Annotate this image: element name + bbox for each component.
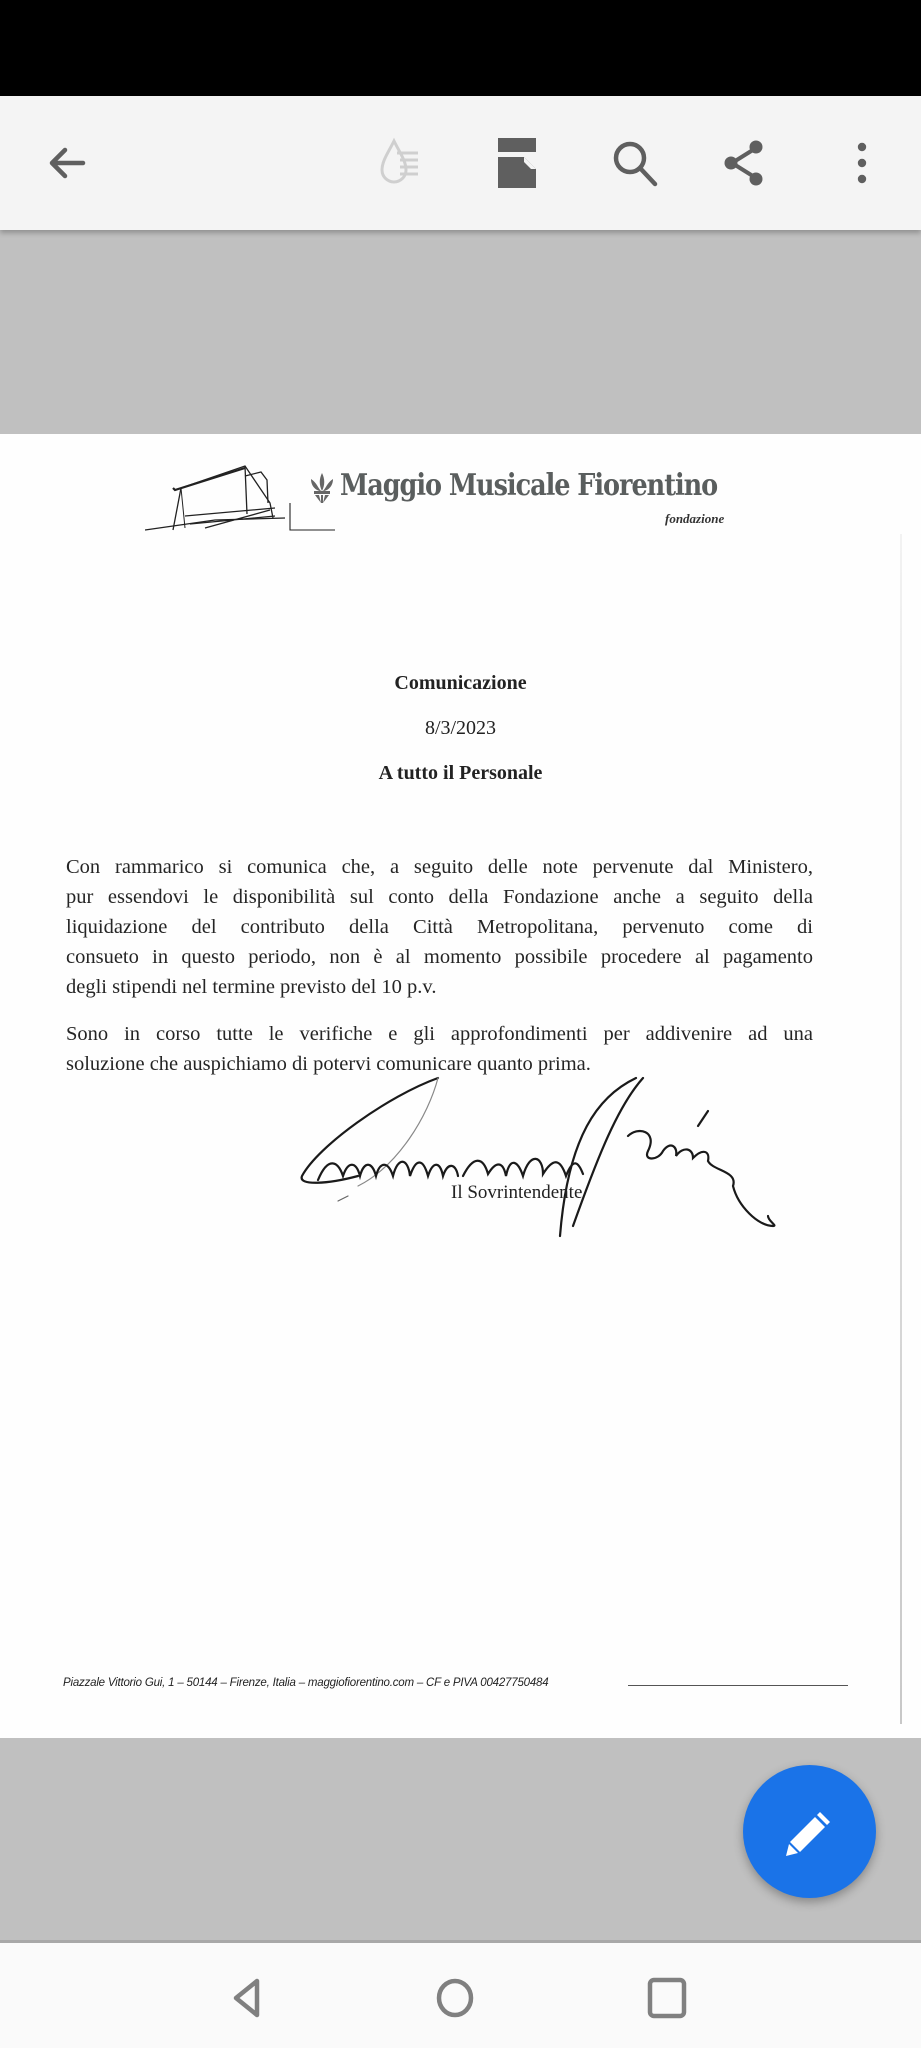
handwritten-signature <box>298 1076 843 1238</box>
app-bar <box>0 96 921 230</box>
search-icon <box>609 137 661 189</box>
edit-fab-button[interactable] <box>743 1765 876 1898</box>
body-paragraph-1 <box>66 852 813 1002</box>
signatory-title: Il Sovrintendente <box>451 1182 583 1203</box>
nav-back-button[interactable] <box>212 1963 282 2033</box>
back-arrow-icon <box>43 139 91 187</box>
document-title: Comunicazione <box>394 672 527 694</box>
paragraph-line: consueto in questo periodo, non è al momento possibile procedere al pagamento <box>66 946 813 968</box>
reading-mode-icon <box>372 133 432 193</box>
document-date: 8/3/2023 <box>424 717 497 739</box>
nav-home-circle-icon <box>433 1976 477 2020</box>
letterhead-name: Maggio Musicale Fiorentino <box>340 468 718 503</box>
nav-home-button[interactable] <box>420 1963 490 2033</box>
paragraph-line: soluzione che auspichiamo di potervi comunicare quanto prima. <box>66 1053 591 1075</box>
paragraph-line: liquidazione del contributo della Città Metropolitana, pervenuto come di <box>66 916 813 938</box>
paragraph-line: pur essendovi le disponibilità sul conto della Fondazione anche a seguito della <box>66 886 813 908</box>
edit-pencil-icon <box>782 1804 838 1860</box>
status-bar <box>0 0 921 96</box>
document-footer: Piazzale Vittorio Gui, 1 – 50144 – Firenze, Italia – maggiofiorentino.com – CF e PIVA 00427750484 <box>63 1677 549 1689</box>
page-layout-button[interactable] <box>477 123 557 203</box>
page-edge-shadow <box>900 534 902 1724</box>
back-button[interactable] <box>27 123 107 203</box>
theatre-building-icon <box>145 458 335 538</box>
share-icon <box>718 137 770 189</box>
more-vert-icon <box>852 137 872 189</box>
search-button[interactable] <box>595 123 675 203</box>
paragraph-line: degli stipendi nel termine previsto del 10 p.v. <box>66 976 437 998</box>
letterhead-subtitle: fondazione <box>665 511 725 526</box>
more-options-button[interactable] <box>822 123 902 203</box>
document-recipient: A tutto il Personale <box>378 762 543 784</box>
page-layout-icon <box>494 135 540 191</box>
footer-rule <box>628 1685 848 1686</box>
reading-mode-button[interactable] <box>362 123 442 203</box>
letterhead-logo <box>145 458 735 538</box>
nav-back-triangle-icon <box>225 1976 269 2020</box>
nav-recents-square-icon <box>645 1976 689 2020</box>
nav-recents-button[interactable] <box>632 1963 702 2033</box>
share-button[interactable] <box>704 123 784 203</box>
florentine-lily-icon <box>309 471 335 505</box>
pdf-page[interactable] <box>0 434 921 1738</box>
paragraph-line: Sono in corso tutte le verifiche e gli approfondimenti per addivenire ad una <box>66 1023 813 1045</box>
body-paragraph-2 <box>66 1019 813 1079</box>
system-nav-bar <box>0 1940 921 2048</box>
paragraph-line: Con rammarico si comunica che, a seguito delle note pervenute dal Ministero, <box>66 856 813 878</box>
